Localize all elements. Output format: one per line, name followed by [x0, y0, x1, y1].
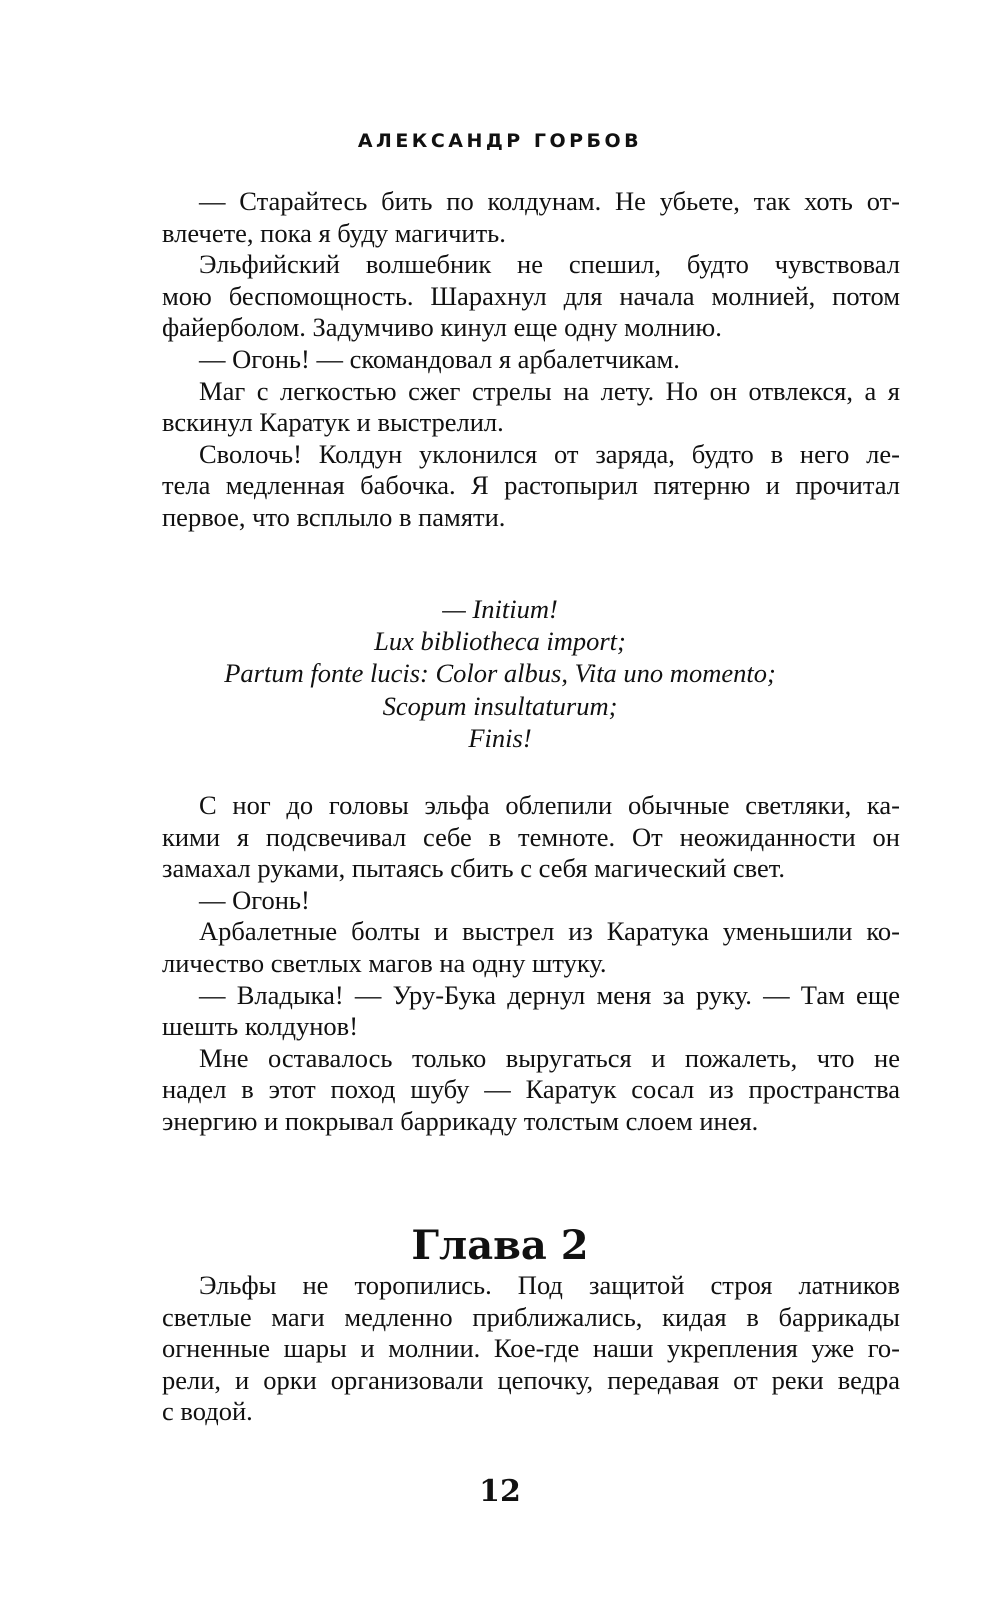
text-line: энергию и покрывал баррикаду толстым слоем инея. — [162, 1105, 759, 1136]
verse-line: Partum fonte lucis: Color albus, Vita uno momento; — [224, 658, 776, 689]
text-block-chapter-opening — [162, 1270, 900, 1428]
verse-line: Scopum insultaturum; — [382, 690, 618, 721]
text-line: Эльфийский волшебник не спешил, будто чувствовал — [199, 249, 900, 280]
text-line: влечете, пока я буду магичить. — [162, 217, 506, 248]
verse-line: Lux bibliotheca import; — [374, 626, 626, 657]
text-line: мою беспомощность. Шарахнул для начала молнией, потом — [162, 280, 900, 311]
text-line: замахал руками, пытаясь сбить с себя магический свет. — [162, 853, 786, 884]
text-block-aftermath — [162, 790, 900, 1138]
text-line: Маг с легкостью сжег стрелы на лету. Но он отвлекся, а я — [199, 375, 900, 406]
text-line: первое, что всплыло в памяти. — [162, 501, 506, 532]
text-line: Эльфы не торопились. Под защитой строя латников — [199, 1270, 900, 1300]
verse-line: — Initium! — [442, 594, 558, 624]
text-line: файерболом. Задумчиво кинул еще одну молнию. — [162, 312, 722, 343]
verse-line: Finis! — [468, 722, 532, 753]
text-line: вскинул Каратук и выстрелил. — [162, 407, 504, 438]
page-number: 12 — [479, 1474, 521, 1509]
text-line: с водой. — [162, 1396, 253, 1427]
text-line: тела медленная бабочка. Я растопырил пятерню и прочитал — [162, 470, 900, 501]
spell-verse — [0, 593, 1000, 754]
text-block-battle — [162, 186, 900, 534]
text-line: огненные шары и молнии. Кое-где наши укрепления уже го- — [162, 1333, 900, 1364]
text-line: Арбалетные болты и выстрел из Каратука уменьшили ко- — [199, 916, 900, 947]
chapter-heading: Глава 2 — [411, 1222, 589, 1269]
text-line: кими я подсвечивал себе в темноте. От неожиданности он — [162, 821, 900, 852]
text-line: — Владыка! — Уру-Бука дернул меня за руку. — Там еще — [199, 979, 900, 1010]
running-header-author: АЛЕКСАНДР ГОРБОВ — [357, 130, 643, 152]
text-line: — Старайтесь бить по колдунам. Не убьете, так хоть от- — [199, 186, 900, 216]
text-line: рели, и орки организовали цепочку, передавая от реки ведра — [162, 1364, 900, 1395]
text-line: — Огонь! — [199, 884, 310, 915]
text-line: С ног до головы эльфа облепили обычные светляки, ка- — [199, 790, 900, 820]
text-line: надел в этот поход шубу — Каратук сосал из пространства — [162, 1074, 900, 1105]
text-line: — Огонь! — скомандовал я арбалетчикам. — [199, 343, 680, 374]
text-line: Сволочь! Колдун уклонился от заряда, будто в него ле- — [199, 438, 900, 469]
text-line: Мне оставалось только выругаться и пожалеть, что не — [199, 1042, 900, 1073]
text-line: шешть колдунов! — [162, 1011, 359, 1042]
text-line: личество светлых магов на одну штуку. — [162, 947, 607, 978]
text-line: светлые маги медленно приближались, кидая в баррикады — [162, 1301, 900, 1332]
